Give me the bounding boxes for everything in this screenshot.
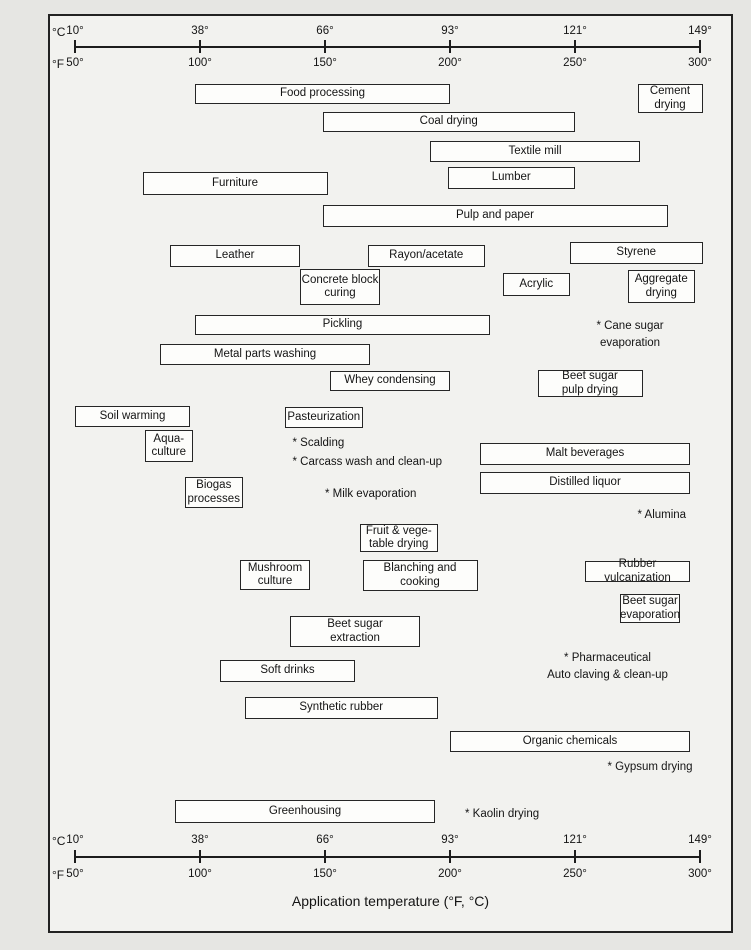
range-box: Textile mill [430,141,640,162]
range-box: Organic chemicals [450,731,690,752]
celsius-unit-label: °C [52,834,66,848]
range-box: Blanching and cooking [363,560,478,591]
axis-tick-mark [199,850,201,863]
axis-tick-label-celsius: 66° [316,834,334,846]
temperature-axis-line-bottom [75,856,700,858]
axis-tick-label-fahrenheit: 200° [438,868,462,880]
axis-tick-label-celsius: 66° [316,25,334,37]
asterisk-annotation: * Gypsum drying [607,761,693,773]
fahrenheit-unit-label: °F [52,57,65,71]
axis-tick-label-fahrenheit: 100° [188,57,212,69]
asterisk-annotation: * Alumina [637,509,687,521]
axis-tick-label-celsius: 149° [688,25,712,37]
asterisk-annotation: * Cane sugar evaporation [596,320,664,349]
range-box: Fruit & vege- table drying [360,524,438,552]
axis-tick-label-fahrenheit: 300° [688,868,712,880]
range-box: Beet sugar pulp drying [538,370,643,397]
axis-tick-label-fahrenheit: 200° [438,57,462,69]
range-box: Beet sugar extraction [290,616,420,647]
range-box: Furniture [143,172,328,195]
range-box: Lumber [448,167,576,189]
range-box: Metal parts washing [160,344,370,365]
axis-tick-label-celsius: 149° [688,834,712,846]
axis-tick-label-celsius: 38° [191,25,209,37]
axis-tick-label-celsius: 121° [563,25,587,37]
asterisk-annotation: * Carcass wash and clean-up [292,456,443,468]
axis-tick-label-fahrenheit: 300° [688,57,712,69]
axis-tick-mark [74,850,76,863]
axis-tick-label-celsius: 93° [441,25,459,37]
axis-tick-mark [574,850,576,863]
axis-tick-label-fahrenheit: 250° [563,868,587,880]
range-box: Soil warming [75,406,190,427]
axis-tick-label-celsius: 38° [191,834,209,846]
range-box: Cement drying [638,84,703,113]
axis-tick-label-fahrenheit: 150° [313,868,337,880]
range-box: Coal drying [323,112,576,132]
axis-tick-mark [324,850,326,863]
range-box: Aqua- culture [145,430,193,462]
range-box: Malt beverages [480,443,690,465]
axis-tick-mark [699,40,701,53]
axis-tick-mark [449,40,451,53]
range-box: Pickling [195,315,490,335]
axis-tick-mark [449,850,451,863]
range-box: Pulp and paper [323,205,668,227]
celsius-unit-label: °C [52,25,66,39]
axis-tick-label-celsius: 121° [563,834,587,846]
range-box: Rubber vulcanization [585,561,690,582]
axis-tick-label-fahrenheit: 50° [66,868,84,880]
axis-tick-label-fahrenheit: 150° [313,57,337,69]
asterisk-annotation: * Milk evaporation [325,488,417,500]
range-box: Food processing [195,84,450,104]
range-box: Acrylic [503,273,571,296]
asterisk-annotation: * Pharmaceutical Auto claving & clean-up [547,652,668,681]
range-box: Aggregate drying [628,270,696,303]
axis-tick-mark [199,40,201,53]
range-box: Styrene [570,242,703,264]
fahrenheit-unit-label: °F [52,868,65,882]
axis-tick-label-celsius: 10° [66,25,84,37]
range-box: Beet sugar evaporation [620,594,680,623]
axis-tick-label-fahrenheit: 100° [188,868,212,880]
asterisk-annotation: * Scalding [292,437,345,449]
temperature-axis-line-top [75,46,700,48]
chart-caption: Application temperature (°F, °C) [291,893,490,909]
range-box: Rayon/acetate [368,245,486,267]
range-box: Leather [170,245,300,267]
axis-tick-mark [324,40,326,53]
range-box: Biogas processes [185,477,243,508]
range-box: Mushroom culture [240,560,310,590]
axis-tick-mark [574,40,576,53]
axis-tick-label-fahrenheit: 50° [66,57,84,69]
range-box: Synthetic rubber [245,697,438,719]
axis-tick-mark [74,40,76,53]
range-box: Greenhousing [175,800,435,823]
axis-tick-label-fahrenheit: 250° [563,57,587,69]
axis-tick-mark [699,850,701,863]
range-box: Pasteurization [285,407,363,428]
range-box: Distilled liquor [480,472,690,494]
axis-tick-label-celsius: 10° [66,834,84,846]
asterisk-annotation: * Kaolin drying [465,808,540,820]
range-box: Concrete block curing [300,269,380,305]
axis-tick-label-celsius: 93° [441,834,459,846]
range-box: Soft drinks [220,660,355,682]
range-box: Whey condensing [330,371,450,391]
